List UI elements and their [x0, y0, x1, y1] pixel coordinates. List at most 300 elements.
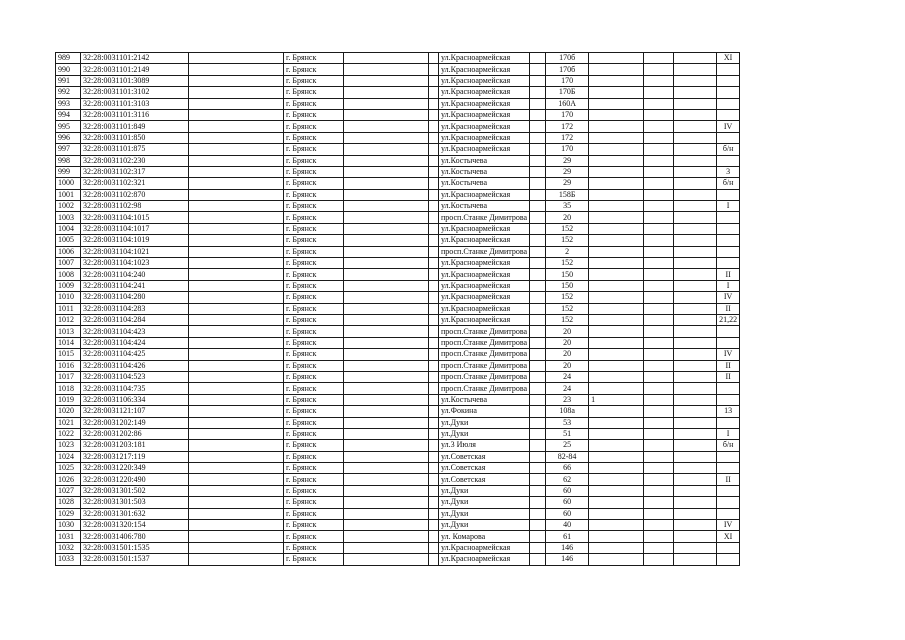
- street-cell: просп.Станке Димитрова: [439, 383, 530, 394]
- room-number-cell: [717, 246, 740, 257]
- street-cell: ул.Красноармейская: [439, 269, 530, 280]
- empty-cell: [644, 554, 674, 565]
- house-number-cell: 170: [546, 109, 589, 120]
- room-number-cell: IV: [717, 292, 740, 303]
- empty-cell: [674, 64, 717, 75]
- cadastral-number-cell: 32:28:0031301:632: [81, 508, 189, 519]
- row-number-cell: 1008: [56, 269, 81, 280]
- empty-cell: [644, 303, 674, 314]
- table-row: [56, 474, 740, 485]
- cadastral-number-cell: 32:28:0031101:3116: [81, 109, 189, 120]
- room-number-cell: [717, 417, 740, 428]
- table-row: [56, 64, 740, 75]
- empty-cell: [644, 394, 674, 405]
- city-cell: г. Брянск: [284, 64, 344, 75]
- empty-cell: [644, 189, 674, 200]
- empty-cell: [644, 132, 674, 143]
- street-cell: ул.Красноармейская: [439, 235, 530, 246]
- empty-cell: [644, 371, 674, 382]
- cadastral-number-cell: 32:28:0031104:283: [81, 303, 189, 314]
- house-number-cell: 24: [546, 371, 589, 382]
- room-number-cell: [717, 155, 740, 166]
- row-number-cell: 1007: [56, 258, 81, 269]
- empty-cell: [189, 371, 284, 382]
- city-cell: г. Брянск: [284, 474, 344, 485]
- table-row: [56, 383, 740, 394]
- city-cell: г. Брянск: [284, 463, 344, 474]
- row-number-cell: 1010: [56, 292, 81, 303]
- street-cell: ул.Красноармейская: [439, 64, 530, 75]
- empty-cell: [644, 463, 674, 474]
- room-number-cell: [717, 189, 740, 200]
- row-number-cell: 1031: [56, 531, 81, 542]
- street-cell: ул.Красноармейская: [439, 542, 530, 553]
- empty-cell: [344, 155, 429, 166]
- mark-cell: [589, 383, 644, 394]
- house-number-cell: 170: [546, 75, 589, 86]
- empty-cell: [530, 109, 546, 120]
- house-number-cell: 158Б: [546, 189, 589, 200]
- empty-cell: [344, 383, 429, 394]
- row-number-cell: 1020: [56, 406, 81, 417]
- street-cell: ул.Красноармейская: [439, 292, 530, 303]
- mark-cell: [589, 87, 644, 98]
- city-cell: г. Брянск: [284, 280, 344, 291]
- empty-cell: [344, 53, 429, 64]
- table-row: [56, 75, 740, 86]
- empty-cell: [429, 155, 439, 166]
- empty-cell: [344, 485, 429, 496]
- city-cell: г. Брянск: [284, 75, 344, 86]
- empty-cell: [189, 474, 284, 485]
- cadastral-number-cell: 32:28:0031501:1537: [81, 554, 189, 565]
- empty-cell: [644, 121, 674, 132]
- empty-cell: [189, 394, 284, 405]
- city-cell: г. Брянск: [284, 520, 344, 531]
- empty-cell: [644, 508, 674, 519]
- table-row: [56, 269, 740, 280]
- empty-cell: [644, 87, 674, 98]
- mark-cell: [589, 189, 644, 200]
- empty-cell: [429, 520, 439, 531]
- row-number-cell: 1002: [56, 201, 81, 212]
- house-number-cell: 160А: [546, 98, 589, 109]
- house-number-cell: 172: [546, 121, 589, 132]
- cadastral-number-cell: 32:28:0031104:1017: [81, 223, 189, 234]
- mark-cell: [589, 349, 644, 360]
- row-number-cell: 994: [56, 109, 81, 120]
- row-number-cell: 1000: [56, 178, 81, 189]
- house-number-cell: 60: [546, 485, 589, 496]
- street-cell: ул.Красноармейская: [439, 87, 530, 98]
- room-number-cell: [717, 337, 740, 348]
- empty-cell: [189, 246, 284, 257]
- empty-cell: [344, 144, 429, 155]
- table-row: [56, 394, 740, 405]
- empty-cell: [189, 235, 284, 246]
- empty-cell: [674, 246, 717, 257]
- empty-cell: [344, 531, 429, 542]
- mark-cell: [589, 326, 644, 337]
- house-number-cell: 24: [546, 383, 589, 394]
- mark-cell: [589, 303, 644, 314]
- house-number-cell: 172: [546, 132, 589, 143]
- mark-cell: [589, 144, 644, 155]
- city-cell: г. Брянск: [284, 292, 344, 303]
- empty-cell: [429, 337, 439, 348]
- mark-cell: [589, 474, 644, 485]
- empty-cell: [644, 201, 674, 212]
- table-body: [56, 53, 740, 566]
- empty-cell: [530, 406, 546, 417]
- table-row: [56, 155, 740, 166]
- empty-cell: [674, 440, 717, 451]
- empty-cell: [674, 428, 717, 439]
- empty-cell: [189, 463, 284, 474]
- mark-cell: [589, 223, 644, 234]
- cadastral-number-cell: 32:28:0031104:240: [81, 269, 189, 280]
- cadastral-number-cell: 32:28:0031501:1535: [81, 542, 189, 553]
- cadastral-number-cell: 32:28:0031217:119: [81, 451, 189, 462]
- empty-cell: [429, 235, 439, 246]
- mark-cell: [589, 109, 644, 120]
- mark-cell: [589, 314, 644, 325]
- empty-cell: [344, 109, 429, 120]
- room-number-cell: [717, 64, 740, 75]
- street-cell: ул.Дуки: [439, 428, 530, 439]
- row-number-cell: 1027: [56, 485, 81, 496]
- empty-cell: [429, 189, 439, 200]
- empty-cell: [429, 360, 439, 371]
- street-cell: ул.Красноармейская: [439, 109, 530, 120]
- table-row: [56, 417, 740, 428]
- house-number-cell: 152: [546, 223, 589, 234]
- empty-cell: [429, 64, 439, 75]
- row-number-cell: 989: [56, 53, 81, 64]
- street-cell: ул. Комарова: [439, 531, 530, 542]
- mark-cell: [589, 258, 644, 269]
- empty-cell: [644, 417, 674, 428]
- cadastral-number-cell: 32:28:0031220:349: [81, 463, 189, 474]
- empty-cell: [189, 132, 284, 143]
- empty-cell: [344, 428, 429, 439]
- row-number-cell: 1004: [56, 223, 81, 234]
- empty-cell: [429, 303, 439, 314]
- empty-cell: [189, 53, 284, 64]
- empty-cell: [344, 542, 429, 553]
- empty-cell: [644, 474, 674, 485]
- room-number-cell: IV: [717, 520, 740, 531]
- room-number-cell: б/н: [717, 440, 740, 451]
- house-number-cell: 146: [546, 554, 589, 565]
- mark-cell: [589, 531, 644, 542]
- cadastral-number-cell: 32:28:0031101:849: [81, 121, 189, 132]
- city-cell: г. Брянск: [284, 246, 344, 257]
- house-number-cell: 60: [546, 497, 589, 508]
- empty-cell: [674, 189, 717, 200]
- city-cell: г. Брянск: [284, 223, 344, 234]
- empty-cell: [189, 292, 284, 303]
- mark-cell: 1: [589, 394, 644, 405]
- empty-cell: [189, 337, 284, 348]
- city-cell: г. Брянск: [284, 166, 344, 177]
- empty-cell: [189, 258, 284, 269]
- empty-cell: [644, 326, 674, 337]
- city-cell: г. Брянск: [284, 485, 344, 496]
- empty-cell: [344, 406, 429, 417]
- empty-cell: [674, 201, 717, 212]
- street-cell: ул.Фокина: [439, 406, 530, 417]
- empty-cell: [429, 383, 439, 394]
- city-cell: г. Брянск: [284, 371, 344, 382]
- empty-cell: [530, 144, 546, 155]
- empty-cell: [530, 292, 546, 303]
- room-number-cell: IV: [717, 121, 740, 132]
- cadastral-number-cell: 32:28:0031220:490: [81, 474, 189, 485]
- street-cell: ул.Красноармейская: [439, 303, 530, 314]
- table-row: [56, 542, 740, 553]
- mark-cell: [589, 440, 644, 451]
- cadastral-number-cell: 32:28:0031101:3103: [81, 98, 189, 109]
- empty-cell: [530, 53, 546, 64]
- empty-cell: [674, 349, 717, 360]
- empty-cell: [189, 98, 284, 109]
- row-number-cell: 990: [56, 64, 81, 75]
- empty-cell: [674, 474, 717, 485]
- mark-cell: [589, 542, 644, 553]
- empty-cell: [189, 360, 284, 371]
- empty-cell: [429, 87, 439, 98]
- empty-cell: [344, 520, 429, 531]
- cadastral-number-cell: 32:28:0031203:181: [81, 440, 189, 451]
- empty-cell: [344, 360, 429, 371]
- empty-cell: [644, 235, 674, 246]
- empty-cell: [344, 497, 429, 508]
- empty-cell: [189, 531, 284, 542]
- street-cell: ул.Красноармейская: [439, 132, 530, 143]
- table-row: [56, 337, 740, 348]
- house-number-cell: 150: [546, 269, 589, 280]
- empty-cell: [530, 508, 546, 519]
- empty-cell: [674, 508, 717, 519]
- empty-cell: [344, 212, 429, 223]
- room-number-cell: XI: [717, 53, 740, 64]
- room-number-cell: [717, 463, 740, 474]
- street-cell: просп.Станке Димитрова: [439, 360, 530, 371]
- row-number-cell: 1012: [56, 314, 81, 325]
- empty-cell: [530, 155, 546, 166]
- empty-cell: [530, 451, 546, 462]
- mark-cell: [589, 280, 644, 291]
- row-number-cell: 1028: [56, 497, 81, 508]
- room-number-cell: [717, 109, 740, 120]
- empty-cell: [674, 360, 717, 371]
- room-number-cell: [717, 87, 740, 98]
- empty-cell: [429, 554, 439, 565]
- house-number-cell: 170б: [546, 64, 589, 75]
- table-row: [56, 497, 740, 508]
- room-number-cell: [717, 98, 740, 109]
- city-cell: г. Брянск: [284, 132, 344, 143]
- empty-cell: [674, 223, 717, 234]
- empty-cell: [189, 440, 284, 451]
- empty-cell: [674, 303, 717, 314]
- empty-cell: [530, 554, 546, 565]
- city-cell: г. Брянск: [284, 212, 344, 223]
- city-cell: г. Брянск: [284, 497, 344, 508]
- empty-cell: [189, 497, 284, 508]
- empty-cell: [429, 417, 439, 428]
- empty-cell: [189, 417, 284, 428]
- empty-cell: [674, 144, 717, 155]
- table-row: [56, 201, 740, 212]
- room-number-cell: [717, 554, 740, 565]
- row-number-cell: 996: [56, 132, 81, 143]
- table-row: [56, 189, 740, 200]
- empty-cell: [344, 463, 429, 474]
- mark-cell: [589, 371, 644, 382]
- table-row: [56, 98, 740, 109]
- empty-cell: [644, 406, 674, 417]
- row-number-cell: 1019: [56, 394, 81, 405]
- cadastral-number-cell: 32:28:0031101:2142: [81, 53, 189, 64]
- empty-cell: [189, 87, 284, 98]
- mark-cell: [589, 212, 644, 223]
- empty-cell: [530, 98, 546, 109]
- empty-cell: [530, 269, 546, 280]
- empty-cell: [189, 189, 284, 200]
- cadastral-number-cell: 32:28:0031104:735: [81, 383, 189, 394]
- cadastral-number-cell: 32:28:0031104:1023: [81, 258, 189, 269]
- empty-cell: [344, 235, 429, 246]
- row-number-cell: 1011: [56, 303, 81, 314]
- table-row: [56, 53, 740, 64]
- empty-cell: [674, 292, 717, 303]
- cadastral-number-cell: 32:28:0031102:321: [81, 178, 189, 189]
- row-number-cell: 999: [56, 166, 81, 177]
- empty-cell: [530, 417, 546, 428]
- empty-cell: [644, 383, 674, 394]
- city-cell: г. Брянск: [284, 394, 344, 405]
- table-row: [56, 485, 740, 496]
- empty-cell: [189, 508, 284, 519]
- row-number-cell: 1024: [56, 451, 81, 462]
- table-row: [56, 520, 740, 531]
- mark-cell: [589, 508, 644, 519]
- empty-cell: [429, 463, 439, 474]
- empty-cell: [429, 440, 439, 451]
- empty-cell: [644, 280, 674, 291]
- house-number-cell: 66: [546, 463, 589, 474]
- room-number-cell: [717, 497, 740, 508]
- cadastral-number-cell: 32:28:0031121:107: [81, 406, 189, 417]
- cadastral-number-cell: 32:28:0031104:1021: [81, 246, 189, 257]
- empty-cell: [429, 451, 439, 462]
- room-number-cell: II: [717, 474, 740, 485]
- street-cell: просп.Станке Димитрова: [439, 326, 530, 337]
- mark-cell: [589, 417, 644, 428]
- empty-cell: [530, 64, 546, 75]
- empty-cell: [674, 75, 717, 86]
- empty-cell: [189, 155, 284, 166]
- empty-cell: [189, 349, 284, 360]
- empty-cell: [344, 246, 429, 257]
- room-number-cell: 13: [717, 406, 740, 417]
- empty-cell: [644, 178, 674, 189]
- cadastral-number-cell: 32:28:0031106:334: [81, 394, 189, 405]
- house-number-cell: 23: [546, 394, 589, 405]
- city-cell: г. Брянск: [284, 383, 344, 394]
- empty-cell: [189, 280, 284, 291]
- empty-cell: [530, 360, 546, 371]
- row-number-cell: 1021: [56, 417, 81, 428]
- empty-cell: [644, 246, 674, 257]
- cadastral-number-cell: 32:28:0031104:280: [81, 292, 189, 303]
- room-number-cell: [717, 132, 740, 143]
- empty-cell: [674, 53, 717, 64]
- city-cell: г. Брянск: [284, 109, 344, 120]
- empty-cell: [344, 451, 429, 462]
- empty-cell: [429, 166, 439, 177]
- empty-cell: [344, 349, 429, 360]
- empty-cell: [429, 542, 439, 553]
- empty-cell: [674, 394, 717, 405]
- empty-cell: [344, 303, 429, 314]
- empty-cell: [674, 212, 717, 223]
- street-cell: ул.Красноармейская: [439, 121, 530, 132]
- empty-cell: [429, 314, 439, 325]
- empty-cell: [344, 75, 429, 86]
- empty-cell: [644, 428, 674, 439]
- cadastral-number-cell: 32:28:0031101:3089: [81, 75, 189, 86]
- empty-cell: [644, 440, 674, 451]
- room-number-cell: II: [717, 371, 740, 382]
- room-number-cell: [717, 508, 740, 519]
- empty-cell: [530, 371, 546, 382]
- mark-cell: [589, 406, 644, 417]
- empty-cell: [189, 269, 284, 280]
- mark-cell: [589, 269, 644, 280]
- empty-cell: [674, 269, 717, 280]
- city-cell: г. Брянск: [284, 337, 344, 348]
- row-number-cell: 1030: [56, 520, 81, 531]
- empty-cell: [189, 64, 284, 75]
- mark-cell: [589, 235, 644, 246]
- empty-cell: [674, 417, 717, 428]
- empty-cell: [674, 337, 717, 348]
- mark-cell: [589, 246, 644, 257]
- table-row: [56, 280, 740, 291]
- empty-cell: [674, 235, 717, 246]
- cadastral-number-cell: 32:28:0031102:317: [81, 166, 189, 177]
- empty-cell: [530, 428, 546, 439]
- house-number-cell: 152: [546, 258, 589, 269]
- empty-cell: [344, 223, 429, 234]
- empty-cell: [189, 485, 284, 496]
- empty-cell: [189, 201, 284, 212]
- street-cell: просп.Станке Димитрова: [439, 337, 530, 348]
- city-cell: г. Брянск: [284, 235, 344, 246]
- street-cell: ул.Красноармейская: [439, 280, 530, 291]
- empty-cell: [530, 497, 546, 508]
- room-number-cell: [717, 235, 740, 246]
- registry-table: [55, 52, 740, 566]
- house-number-cell: 62: [546, 474, 589, 485]
- row-number-cell: 1025: [56, 463, 81, 474]
- cadastral-number-cell: 32:28:0031202:86: [81, 428, 189, 439]
- empty-cell: [530, 440, 546, 451]
- empty-cell: [429, 428, 439, 439]
